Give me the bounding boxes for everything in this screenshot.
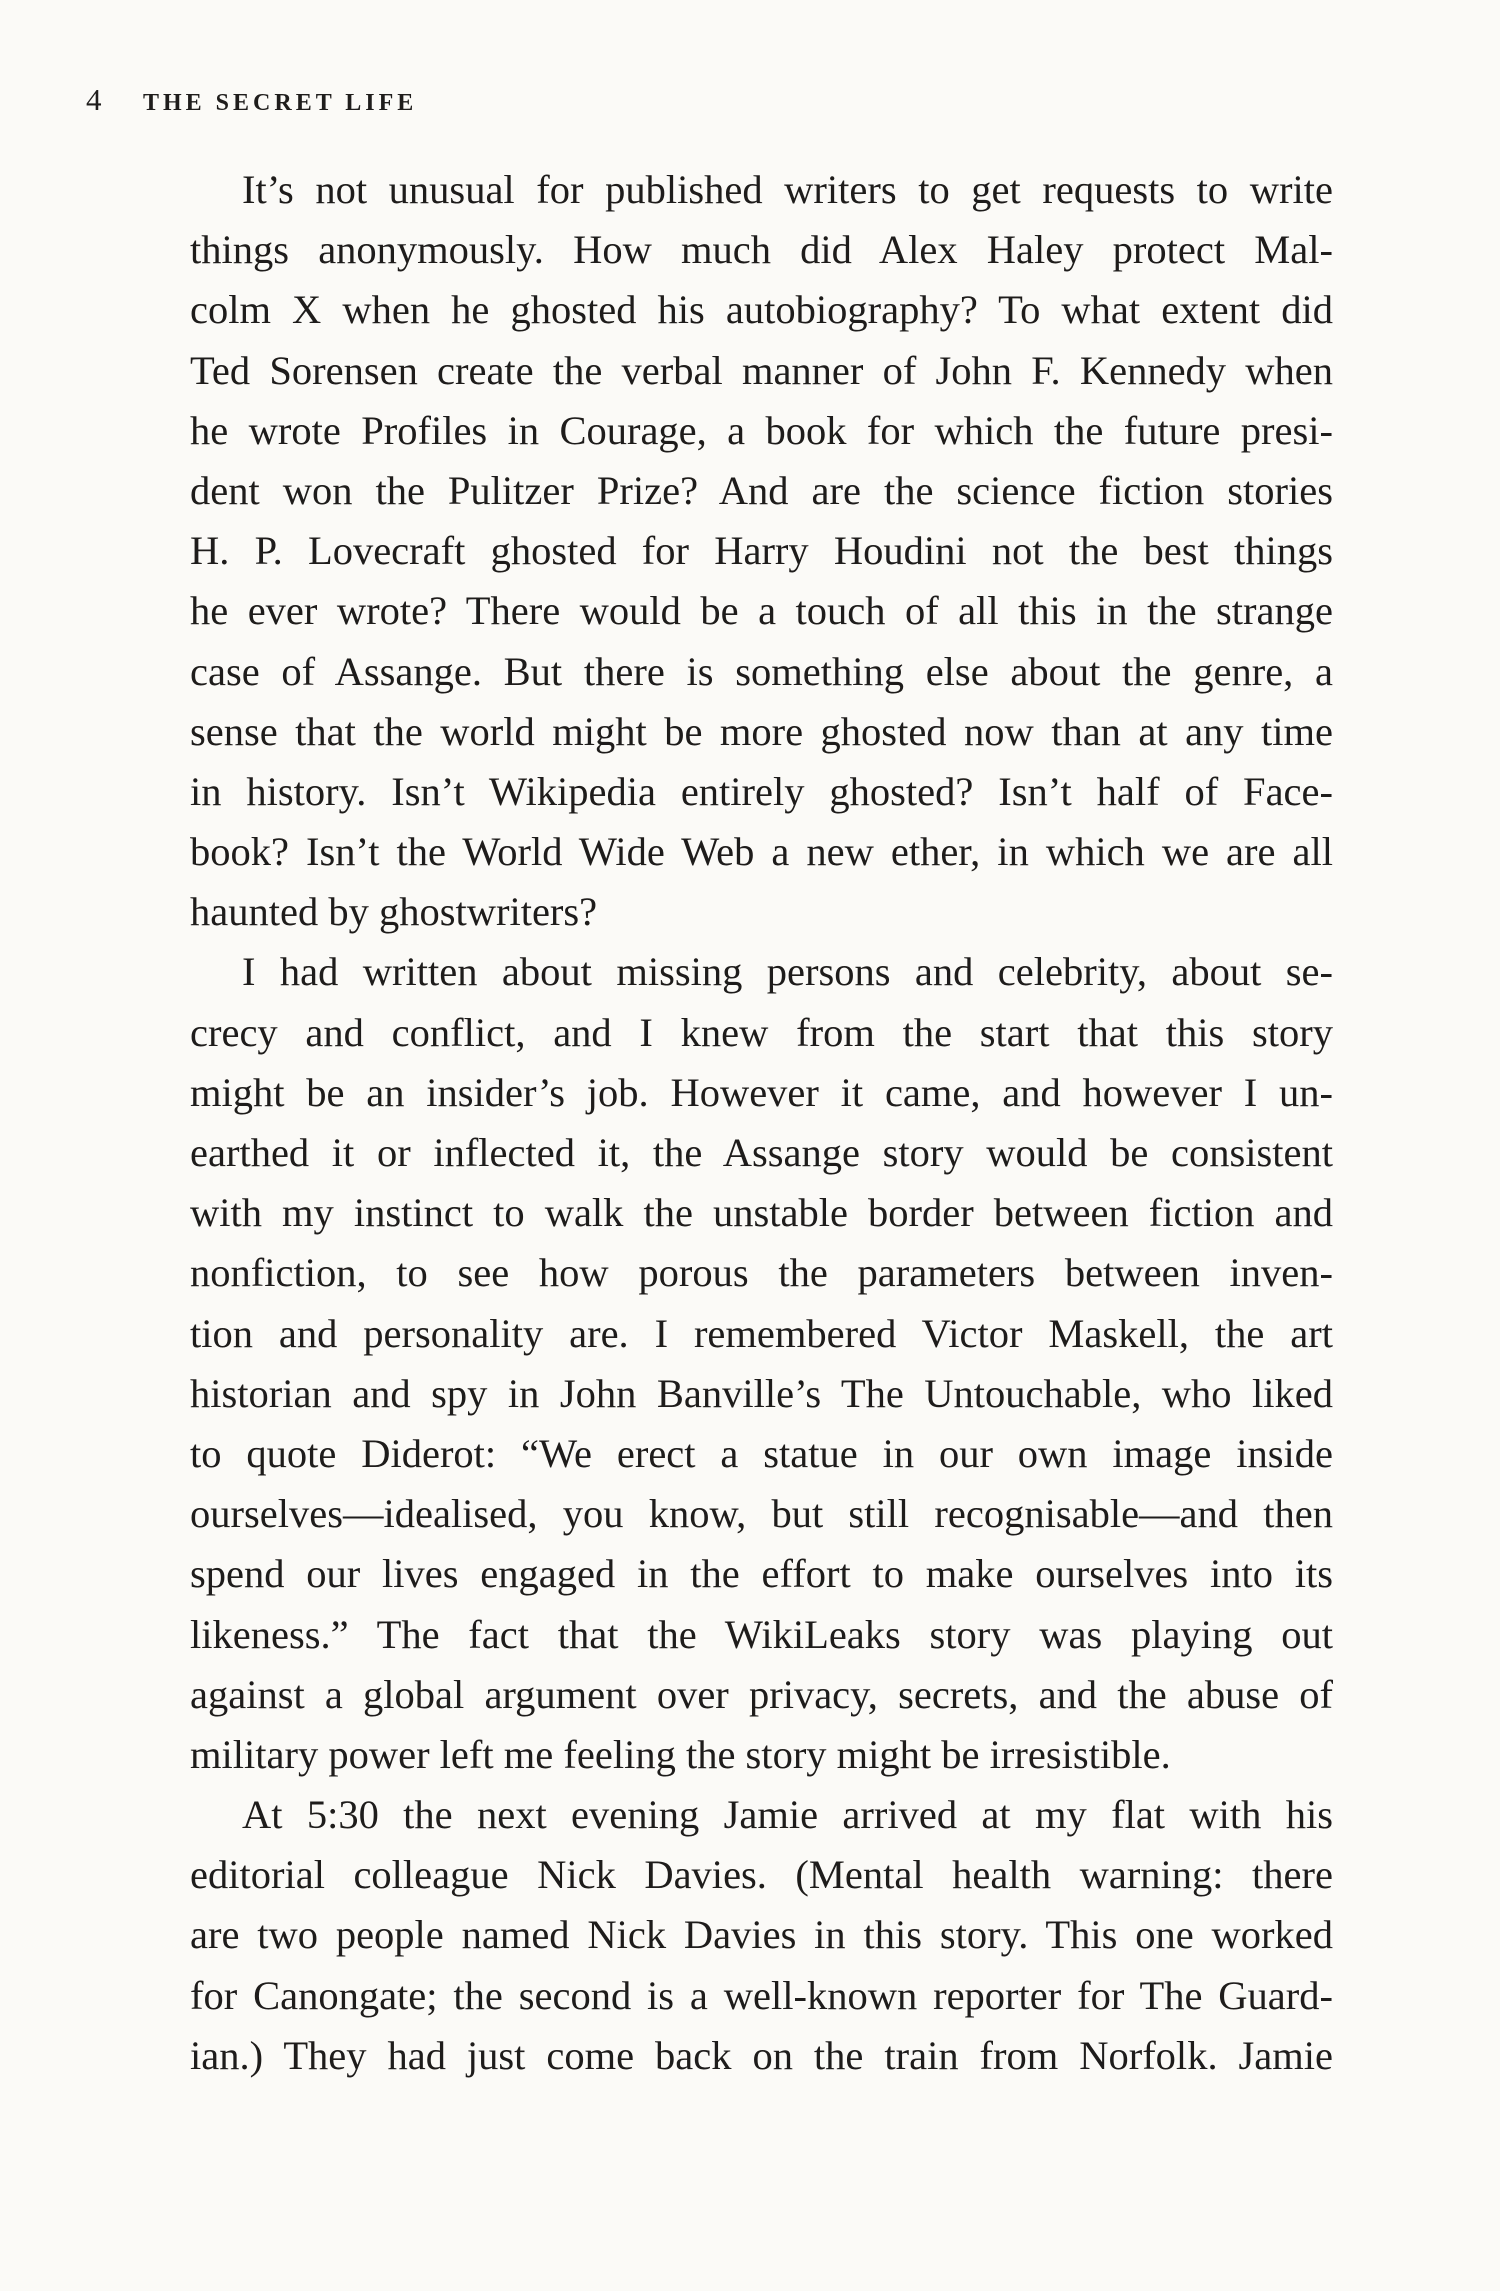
text-line: haunted by ghostwriters?: [190, 889, 598, 935]
text-line: It’s not unusual for published writers to get requests to write: [242, 167, 1333, 212]
text-line: case of Assange. But there is something else about the genre, a: [190, 648, 1333, 694]
text-line: spend our lives engaged in the effort to make ourselves into its: [190, 1551, 1333, 1597]
text-line: might be an insider’s job. However it came, and however I un-: [190, 1069, 1333, 1115]
text-line: ian.) They had just come back on the train from Norfolk. Jamie: [190, 2032, 1333, 2078]
running-head-title: THE SECRET LIFE: [143, 90, 418, 116]
text-line: colm X when he ghosted his autobiography? To what extent did: [190, 287, 1333, 333]
running-head: [86, 82, 417, 118]
text-line: Ted Sorensen create the verbal manner of John F. Kennedy when: [190, 347, 1333, 393]
text-line: book? Isn’t the World Wide Web a new ether, in which we are all: [190, 829, 1333, 875]
text-line: to quote Diderot: “We erect a statue in our own image inside: [190, 1430, 1333, 1476]
text-line: dent won the Pulitzer Prize? And are the science fiction stories: [190, 467, 1333, 513]
text-line: At 5:30 the next evening Jamie arrived at my flat with his: [242, 1792, 1333, 1838]
text-line: H. P. Lovecraft ghosted for Harry Houdini not the best things: [190, 528, 1333, 574]
text-line: he ever wrote? There would be a touch of all this in the strange: [190, 588, 1333, 634]
text-line: historian and spy in John Banville’s The Untouchable, who liked: [190, 1370, 1333, 1416]
paragraph-2: [190, 942, 1333, 1785]
text-line: crecy and conflict, and I knew from the start that this story: [190, 1009, 1333, 1055]
text-line: things anonymously. How much did Alex Haley protect Mal-: [190, 227, 1333, 273]
page-number: 4: [86, 82, 102, 117]
text-line: ourselves—idealised, you know, but still recognisable—and then: [190, 1491, 1333, 1537]
text-line: likeness.” The fact that the WikiLeaks story was playing out: [190, 1611, 1333, 1657]
text-line: nonfiction, to see how porous the parameters between inven-: [190, 1250, 1333, 1296]
text-line: in history. Isn’t Wikipedia entirely ghosted? Isn’t half of Face-: [190, 768, 1333, 814]
text-line: against a global argument over privacy, secrets, and the abuse of: [190, 1671, 1333, 1717]
body-text: [190, 160, 1333, 2086]
text-line: he wrote Profiles in Courage, a book for which the future presi-: [190, 407, 1333, 453]
text-line: I had written about missing persons and celebrity, about se-: [242, 949, 1333, 995]
text-line: with my instinct to walk the unstable border between fiction and: [190, 1190, 1333, 1236]
text-line: tion and personality are. I remembered Victor Maskell, the art: [190, 1310, 1333, 1356]
paragraph-1: [190, 160, 1333, 942]
text-line: military power left me feeling the story might be irresistible.: [190, 1731, 1171, 1777]
text-line: are two people named Nick Davies in this story. This one worked: [190, 1912, 1333, 1958]
paragraph-3: [190, 1785, 1333, 2086]
text-line: sense that the world might be more ghosted now than at any time: [190, 708, 1333, 754]
text-line: earthed it or inflected it, the Assange story would be consistent: [190, 1130, 1333, 1175]
text-line: editorial colleague Nick Davies. (Mental health warning: there: [190, 1852, 1333, 1898]
text-line: for Canongate; the second is a well-known reporter for The Guard-: [190, 1972, 1333, 2018]
